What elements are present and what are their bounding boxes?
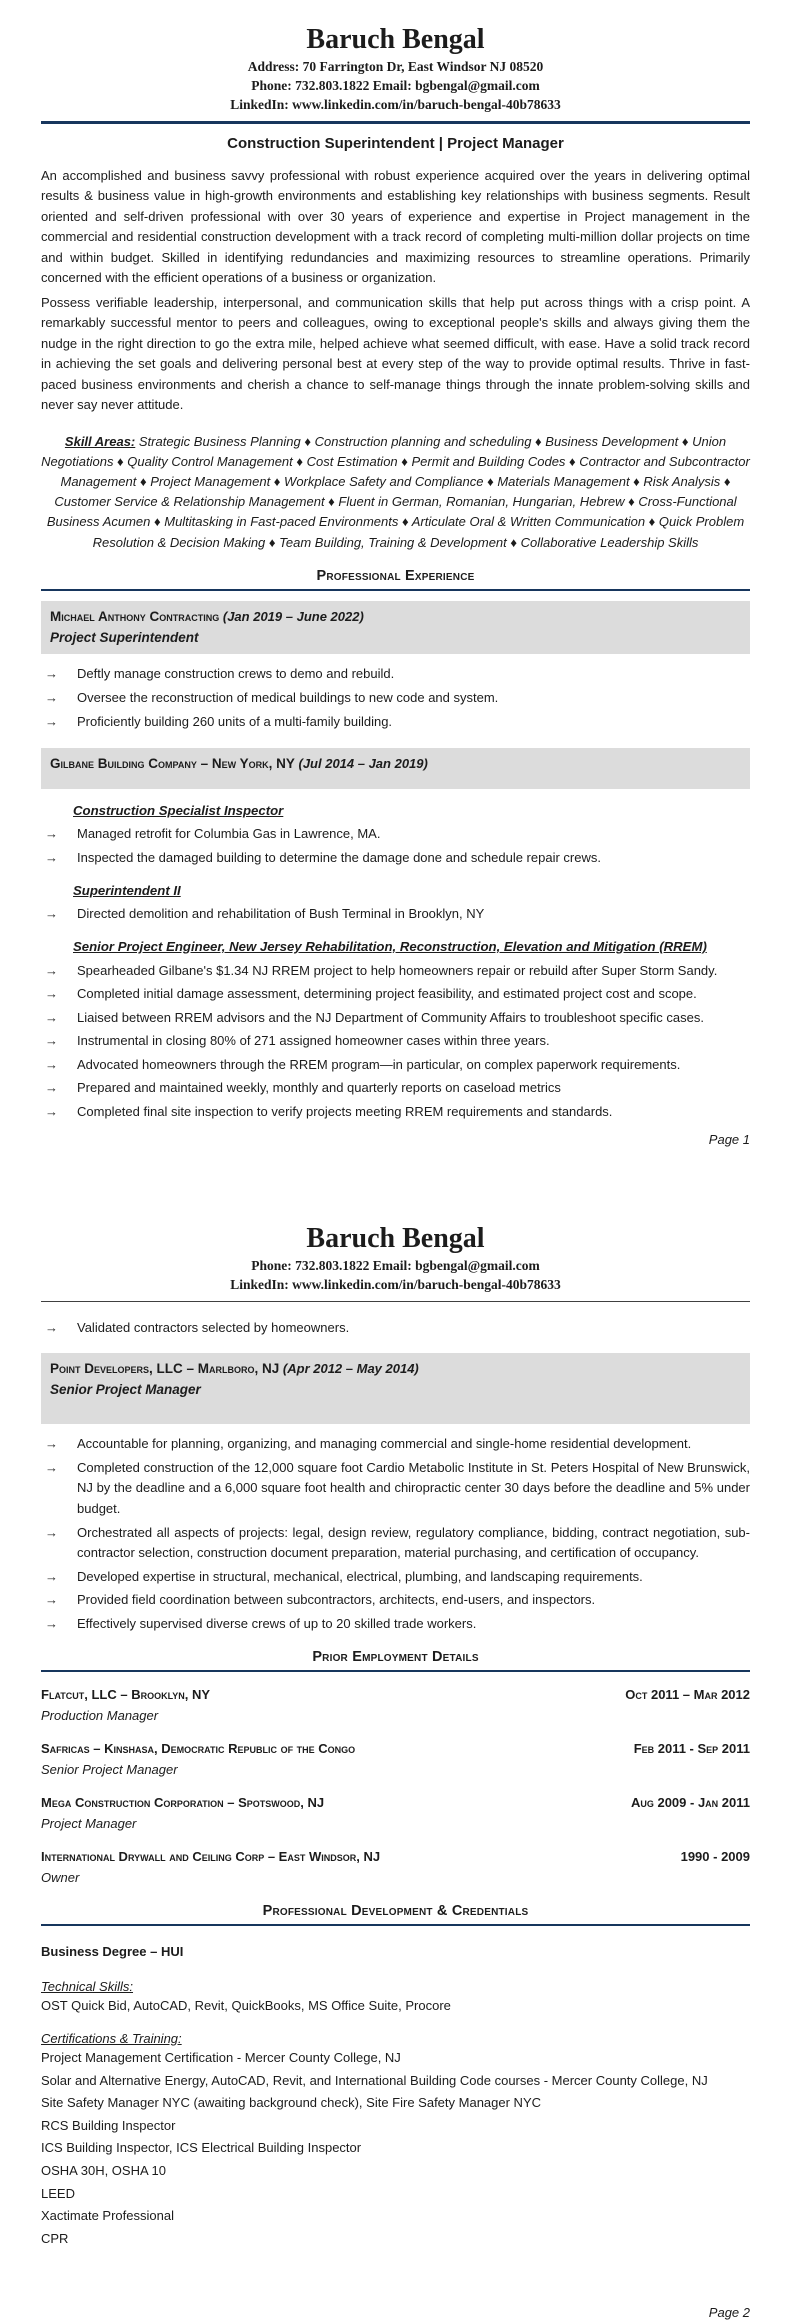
bullet-item xyxy=(41,1318,750,1339)
section-divider xyxy=(41,589,750,591)
bullet-item xyxy=(41,1523,750,1564)
subrole-title: Senior Project Engineer, New Jersey Rehabilitation, Reconstruction, Elevation and Mitigation (RREM) xyxy=(73,938,707,954)
bullet-text: Completed construction of the 12,000 square foot Cardio Metabolic Institute in St. Peters Hospital of New Brunswick, NJ by the deadline and a 6,000 square foot health and chiropractic center 30 days before the deadline and 5% under budget. xyxy=(77,1459,750,1516)
bullet-item xyxy=(41,848,750,869)
subrole-title: Superintendent II xyxy=(73,882,181,898)
candidate-name: Baruch Bengal xyxy=(306,1223,485,1255)
certification-item: Xactimate Professional xyxy=(41,2208,174,2224)
candidate-name: Baruch Bengal xyxy=(306,24,485,55)
skill-areas-label: Skill Areas: xyxy=(64,433,136,449)
bullet-text: Completed final site inspection to verify projects meeting RREM requirements and standards. xyxy=(77,1103,613,1119)
page-number: Page 2 xyxy=(708,2305,750,2321)
certification-item: RCS Building Inspector xyxy=(41,2117,176,2133)
certification-item: LEED xyxy=(41,2185,75,2201)
arrow-bullet-icon: → xyxy=(45,1056,58,1072)
bullet-text: Directed demolition and rehabilitation of Bush Terminal in Brooklyn, NY xyxy=(77,906,485,922)
arrow-bullet-icon: → xyxy=(45,962,58,978)
section-divider xyxy=(41,1924,750,1926)
company-dates: (Jul 2014 – Jan 2019) xyxy=(298,756,428,772)
bullet-text: Advocated homeowners through the RREM program—in particular, on complex paperwork requirements. xyxy=(77,1056,681,1072)
arrow-bullet-icon: → xyxy=(45,1615,58,1631)
bullet-text: Liaised between RREM advisors and the NJ Department of Community Affairs to troubleshoot specific cases. xyxy=(77,1009,704,1025)
arrow-bullet-icon: → xyxy=(45,849,58,865)
prior-company: Safricas – Kinshasa, Democratic Republic of the Congo xyxy=(41,1741,356,1757)
resume-page-1 xyxy=(0,0,791,1151)
prior-role: Production Manager xyxy=(41,1707,159,1723)
company-name: Michael Anthony Contracting xyxy=(50,608,220,624)
job-role: Project Superintendent xyxy=(50,630,199,646)
bullet-text: Proficiently building 260 units of a multi-family building. xyxy=(77,713,393,729)
prior-role: Project Manager xyxy=(41,1815,137,1831)
arrow-bullet-icon: → xyxy=(45,1009,58,1025)
prior-role: Senior Project Manager xyxy=(41,1761,178,1777)
prior-role: Owner xyxy=(41,1869,80,1885)
bullet-text: Accountable for planning, organizing, and managing commercial and single-home residential development. xyxy=(77,1436,692,1452)
skill-areas-block xyxy=(41,432,750,553)
bullet-item xyxy=(41,1458,750,1520)
bullet-item xyxy=(41,1590,750,1611)
bullet-text: Completed initial damage assessment, determining project feasibility, and estimated project cost and scope. xyxy=(77,986,697,1002)
bullet-item xyxy=(41,1078,750,1099)
address-line: Address: 70 Farrington Dr, East Windsor NJ 08520 xyxy=(247,59,544,75)
bullet-text: Provided field coordination between subcontractors, architects, end-users, and inspectors. xyxy=(77,1592,596,1608)
prior-company: Mega Construction Corporation – Spotswood, NJ xyxy=(41,1795,325,1811)
arrow-bullet-icon: → xyxy=(45,906,58,922)
prior-employment-row xyxy=(41,1793,750,1814)
bullet-text: Instrumental in closing 80% of 271 assigned homeowner cases within three years. xyxy=(77,1033,550,1049)
company-header xyxy=(41,748,750,789)
bullet-item xyxy=(41,1008,750,1029)
arrow-bullet-icon: → xyxy=(45,1592,58,1608)
prior-company: International Drywall and Ceiling Corp – East Windsor, NJ xyxy=(41,1849,381,1865)
prior-employment-row xyxy=(41,1847,750,1868)
bullet-text: Inspected the damaged building to determine the damage done and schedule repair crews. xyxy=(77,849,601,865)
phone-email-line: Phone: 732.803.1822 Email: bgbengal@gmail.com xyxy=(251,1258,540,1274)
role-title: Construction Superintendent | Project Manager xyxy=(227,134,564,152)
job-role: Senior Project Manager xyxy=(50,1382,201,1398)
bullet-item xyxy=(41,1055,750,1076)
certification-item: ICS Building Inspector, ICS Electrical Building Inspector xyxy=(41,2140,362,2156)
document-header xyxy=(41,1223,750,1295)
prior-dates: Oct 2011 – Mar 2012 xyxy=(625,1687,750,1702)
bullet-item xyxy=(41,1031,750,1052)
certification-item: Project Management Certification - Mercer County College, NJ xyxy=(41,2050,401,2066)
bullet-text: Managed retrofit for Columbia Gas in Lawrence, MA. xyxy=(77,826,381,842)
section-heading-experience: Professional Experience xyxy=(316,567,475,584)
prior-employment-row xyxy=(41,1685,750,1706)
prior-dates: Aug 2009 - Jan 2011 xyxy=(630,1795,750,1811)
bullet-text: Effectively supervised diverse crews of up to 20 skilled trade workers. xyxy=(77,1615,477,1631)
bullet-item xyxy=(41,961,750,982)
certifications-label: Certifications & Training: xyxy=(41,2030,182,2046)
bullet-item xyxy=(41,984,750,1005)
bullet-text: Developed expertise in structural, mechanical, electrical, plumbing, and landscaping requirements. xyxy=(77,1568,643,1584)
certification-item: Site Safety Manager NYC (awaiting background check), Site Fire Safety Manager NYC xyxy=(41,2095,542,2111)
company-header xyxy=(41,1353,750,1425)
bullet-item xyxy=(41,1567,750,1588)
company-header xyxy=(41,601,750,655)
arrow-bullet-icon: → xyxy=(45,1459,58,1475)
arrow-bullet-icon: → xyxy=(45,690,58,705)
arrow-bullet-icon: → xyxy=(45,1033,58,1049)
subrole-title: Construction Specialist Inspector xyxy=(73,802,284,818)
bullet-item xyxy=(41,688,750,709)
bullet-item xyxy=(41,664,750,685)
bullet-text: Prepared and maintained weekly, monthly and quarterly reports on caseload metrics xyxy=(77,1080,561,1096)
bullet-item xyxy=(41,1614,750,1635)
bullet-item xyxy=(41,824,750,845)
bullet-item xyxy=(41,904,750,925)
bullet-item xyxy=(41,712,750,733)
company-dates: (Apr 2012 – May 2014) xyxy=(282,1360,419,1376)
bullet-text: Spearheaded Gilbane's $1.34 NJ RREM project to help homeowners repair or rebuild after Super Storm Sandy. xyxy=(77,962,718,978)
company-name: Point Developers, LLC – Marlboro, NJ xyxy=(50,1360,280,1376)
technical-skills-label: Technical Skills: xyxy=(41,1978,134,1994)
summary-paragraph: Possess verifiable leadership, interpersonal, and communication skills that help put across things with a crisp point. A remarkably successful mentor to peers and colleagues, owing to exceptional people's skills and always giving them the nudge in the right direction to go the extra mile, helped achieve what seemed difficult, with ease. Have a solid track record in achieving the set goals and delivering personal best at every step of the way to provide optimal results. Thrive in fast-paced business environments and cherish a chance to self-manage things through the innate problem-solving skills and never say never attitude. xyxy=(41,294,750,413)
bullet-item xyxy=(41,1102,750,1123)
summary-paragraph: An accomplished and business savvy professional with robust experience acquired over the years in delivering optimal results & business value in high-growth environments and establishing key relationships with business segments. Result oriented and self-driven professional with over 30 years of experience and expertise in Project management in the commercial and residential construction development with a track record of completing multi-million dollar projects on time and within budget. Skilled in identifying redundancies and maximizing resources to streamline operations. Primarily concerned with the efficient operations of a business or organization. xyxy=(41,167,750,286)
prior-dates: 1990 - 2009 xyxy=(680,1849,750,1865)
arrow-bullet-icon: → xyxy=(45,826,58,842)
header-divider xyxy=(41,121,750,124)
bullet-text: Oversee the reconstruction of medical buildings to new code and system. xyxy=(77,690,499,705)
arrow-bullet-icon: → xyxy=(45,1319,58,1335)
page-number: Page 1 xyxy=(708,1132,750,1148)
arrow-bullet-icon: → xyxy=(45,1568,58,1584)
certification-item: OSHA 30H, OSHA 10 xyxy=(41,2162,167,2178)
bullet-text: Deftly manage construction crews to demo and rebuild. xyxy=(77,666,395,682)
prior-dates: Feb 2011 - Sep 2011 xyxy=(633,1741,750,1757)
prior-company: Flatcut, LLC – Brooklyn, NY xyxy=(41,1687,211,1702)
linkedin-line: LinkedIn: www.linkedin.com/in/baruch-bengal-40b78633 xyxy=(230,96,561,112)
arrow-bullet-icon: → xyxy=(45,666,58,682)
skill-areas-text: Strategic Business Planning ♦ Construction planning and scheduling ♦ Business Development ♦ Union Negotiations ♦ Quality Control Management ♦ Cost Estimation ♦ Permit and Building Codes ♦ Contractor and Subcontractor Management ♦ Project Management ♦ Workplace Safety and Compliance ♦ Materials Management ♦ Risk Analysis ♦ Customer Service & Relationship Management ♦ Fluent in German, Romanian, Hungarian, Hebrew ♦ Cross-Functional Business Acumen ♦ Multitasking in Fast-paced Environments ♦ Articulate Oral & Written Communication ♦ Quick Problem Resolution & Decision Making ♦ Team Building, Training & Development ♦ Collaborative Leadership Skills xyxy=(41,433,750,550)
bullet-item xyxy=(41,1434,750,1455)
arrow-bullet-icon: → xyxy=(45,1436,58,1452)
bullet-text: Validated contractors selected by homeowners. xyxy=(77,1319,350,1335)
certification-item: Solar and Alternative Energy, AutoCAD, Revit, and International Building Code courses - Mercer County College, NJ xyxy=(41,2072,708,2088)
arrow-bullet-icon: → xyxy=(45,713,58,729)
arrow-bullet-icon: → xyxy=(45,1103,58,1119)
prior-employment-row xyxy=(41,1739,750,1760)
linkedin-line: LinkedIn: www.linkedin.com/in/baruch-bengal-40b78633 xyxy=(230,1277,561,1293)
bullet-text: Orchestrated all aspects of projects: legal, design review, regulatory compliance, bidding, contract negotiation, sub-contractor selection, construction document preparation, material purchasing, and certification of occupancy. xyxy=(77,1524,750,1561)
company-dates: (Jan 2019 – June 2022) xyxy=(222,608,364,624)
resume-page-2 xyxy=(0,1151,791,2324)
arrow-bullet-icon: → xyxy=(45,1080,58,1096)
arrow-bullet-icon: → xyxy=(45,1524,58,1540)
company-name: Gilbane Building Company – New York, NY xyxy=(50,756,295,772)
section-heading-development: Professional Development & Credentials xyxy=(262,1903,529,1920)
technical-skills: OST Quick Bid, AutoCAD, Revit, QuickBooks, MS Office Suite, Procore xyxy=(41,1998,451,2014)
phone-email-line: Phone: 732.803.1822 Email: bgbengal@gmail.com xyxy=(251,78,540,94)
certification-item: CPR xyxy=(41,2230,69,2246)
document-header xyxy=(41,24,750,115)
degree: Business Degree – HUI xyxy=(41,1944,184,1960)
section-divider xyxy=(41,1670,750,1672)
header-divider xyxy=(41,1301,750,1302)
arrow-bullet-icon: → xyxy=(45,986,58,1002)
section-heading-prior-employment: Prior Employment Details xyxy=(312,1649,479,1666)
